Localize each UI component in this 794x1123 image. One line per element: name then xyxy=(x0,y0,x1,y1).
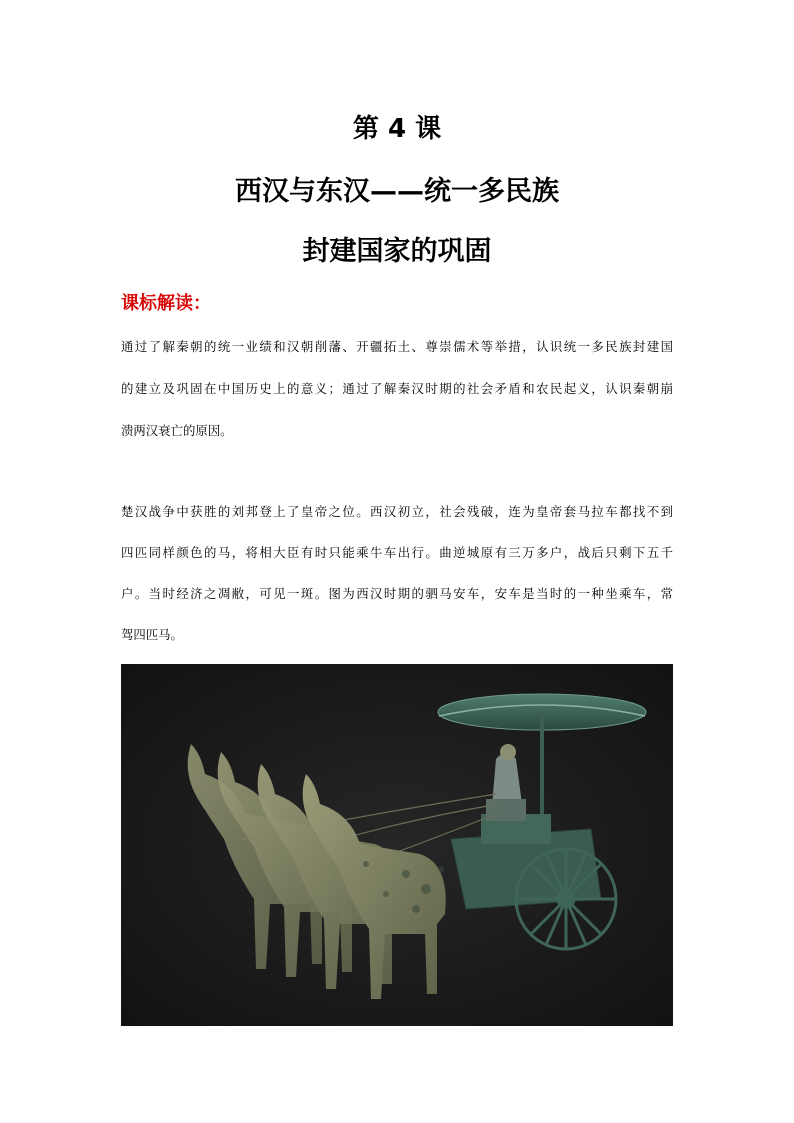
page-title-line-1: 西汉与东汉——统一多民族 xyxy=(235,176,559,207)
paragraph-line: 的建立及巩固在中国历史上的意义；通过了解秦汉时期的社会矛盾和农民起义，认识秦朝崩 xyxy=(121,381,673,396)
chariot-wheel xyxy=(516,849,616,949)
paragraph-line: 通过了解秦朝的统一业绩和汉朝削藩、开疆拓土、尊崇儒术等举措，认识统一多民族封建国 xyxy=(121,339,673,354)
chariot-illustration xyxy=(121,664,673,1026)
paragraph-line: 溃两汉衰亡的原因。 xyxy=(121,423,233,438)
paragraph-line: 四匹同样颜色的马，将相大臣有时只能乘牛车出行。曲逆城原有三万多户，战后只剩下五千 xyxy=(121,545,673,560)
paragraph-line: 驾四匹马。 xyxy=(121,627,183,642)
paragraph-line: 楚汉战争中获胜的刘邦登上了皇帝之位。西汉初立，社会残破，连为皇帝套马拉车都找不到 xyxy=(121,504,673,519)
page-title-line-2: 封建国家的巩固 xyxy=(302,236,492,267)
paragraph-line: 户。当时经济之凋敝，可见一斑。图为西汉时期的驷马安车，安车是当时的一种坐乘车，常 xyxy=(121,586,673,601)
chariot-photo xyxy=(121,664,673,1026)
lesson-number: 第 4 课 xyxy=(352,114,442,144)
section-heading: 课标解读： xyxy=(121,293,211,314)
